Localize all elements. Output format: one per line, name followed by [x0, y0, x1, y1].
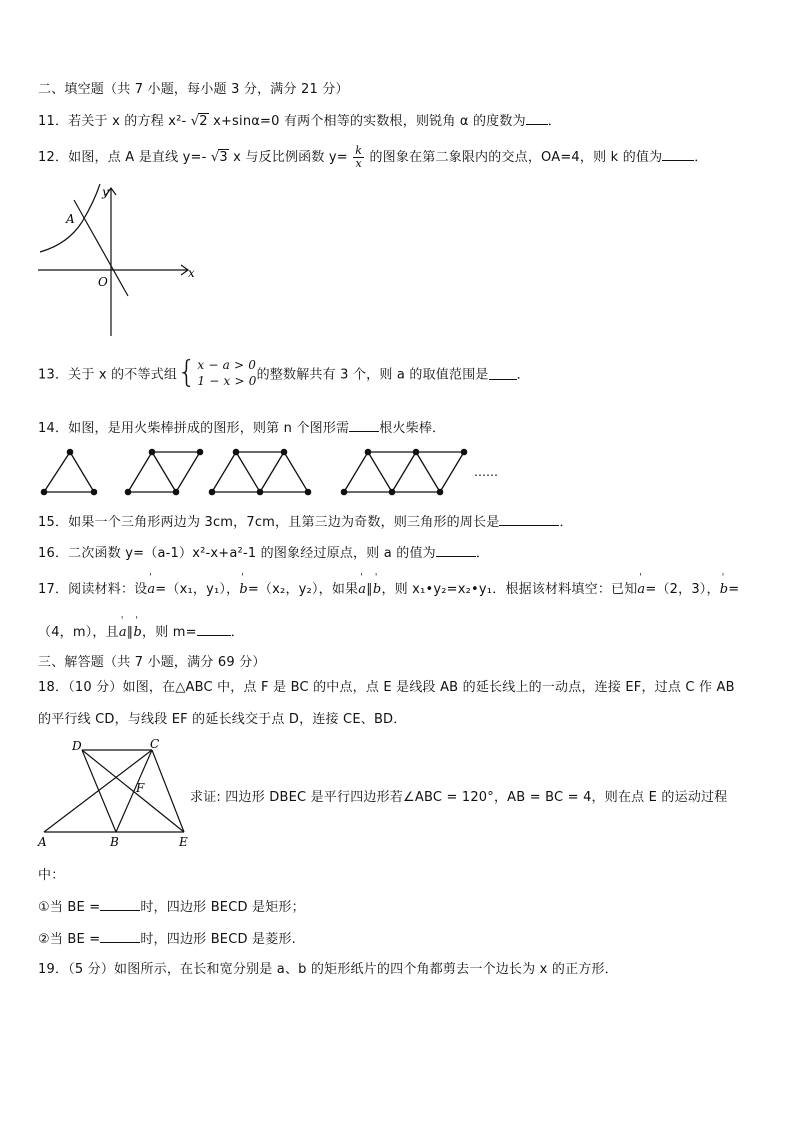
- q14-matchstick-figure: [38, 446, 518, 500]
- q12-frac-den: x: [355, 157, 362, 170]
- label-a: A: [38, 835, 47, 849]
- graph-label-a: A: [66, 212, 75, 226]
- q15-end: ．: [559, 515, 573, 530]
- question-18-item-1: [38, 896, 305, 915]
- q17-text-g: =: [728, 582, 740, 597]
- q12-suffix: 的图象在第二象限内的交点，OA=4，则 k 的值为: [365, 150, 663, 165]
- q16-prefix: 16．二次函数 y=（a-1）x²-x+a²-1 的图象经过原点，则 a 的值为: [38, 546, 436, 561]
- q12-radicand: 3: [219, 150, 228, 165]
- graph-label-o: O: [98, 275, 108, 289]
- q17-text-c: =（x₂，y₂），如果: [247, 582, 359, 597]
- question-16: [38, 542, 489, 561]
- q18-item1-suffix: 时，四边形 BECD 是矩形；: [140, 900, 305, 915]
- parallel-symbol: ∥: [366, 582, 373, 597]
- q11-end: ．: [547, 114, 561, 129]
- q18-item2-blank[interactable]: [100, 930, 140, 943]
- q16-answer-blank[interactable]: [436, 544, 476, 557]
- q12-answer-blank[interactable]: [662, 148, 694, 161]
- segment-bc: [116, 750, 152, 832]
- figure-3-triangles: [212, 452, 308, 492]
- vector-b: ' b: [720, 582, 729, 597]
- q11-suffix: x+sinα=0 有两个相等的实数根，则锐角 α 的度数为: [208, 114, 526, 129]
- q12-mid: x 与反比例函数 y=: [228, 150, 353, 165]
- vector-a: ' a: [147, 582, 155, 597]
- question-18-line-3: 中：: [38, 868, 65, 883]
- label-f: F: [136, 781, 145, 795]
- q15-prefix: 15．如果一个三角形两边为 3cm，7cm，且第三边为奇数，则三角形的周长是: [38, 515, 500, 530]
- q12-fraction: [353, 145, 364, 170]
- question-12: [38, 145, 708, 170]
- question-17-line-2: [38, 621, 244, 640]
- sqrt-icon: √: [190, 114, 200, 129]
- question-17-line-1: [38, 578, 739, 597]
- q18-item2-suffix: 时，四边形 BECD 是菱形.: [140, 932, 296, 947]
- q14-answer-blank[interactable]: [349, 419, 379, 432]
- question-18-item-2: [38, 928, 296, 947]
- q17-text-b: =（x₁，y₁），: [155, 582, 240, 597]
- q17-end: ．: [230, 625, 244, 640]
- q17-text-2c: ，则 m=: [142, 625, 197, 640]
- graph-label-x: x: [188, 266, 195, 280]
- label-d: D: [72, 739, 82, 753]
- question-18-side-text: 求证: 四边形 DBEC 是平行四边形若∠ABC = 120°，AB = BC = 4，则在点 E 的运动过程: [190, 790, 728, 805]
- q13-system: [197, 357, 256, 389]
- q13-suffix: 的整数解共有 3 个，则 a 的取值范围是: [256, 367, 489, 383]
- q17-text-e: ，则 x₁•y₂=x₂•y₁．根据该材料填空：已知: [381, 582, 638, 597]
- brace-icon: {: [177, 355, 197, 390]
- q11-prefix: 11．若关于 x 的方程 x²-: [38, 114, 191, 129]
- figure-1-nodes: [41, 449, 98, 496]
- q18-item1-prefix: ①当 BE =: [38, 900, 101, 915]
- q13-ineq-1: x − a > 0: [197, 358, 257, 372]
- q13-answer-blank[interactable]: [489, 367, 517, 380]
- question-15: [38, 511, 573, 530]
- q14-ellipsis: ……: [474, 465, 498, 479]
- graph-label-y: y: [102, 185, 109, 199]
- vector-b: ' b: [239, 582, 248, 597]
- question-18-line-2: 的平行线 CD，与线段 EF 的延长线交于点 D，连接 CE、BD．: [38, 712, 407, 727]
- question-11: [38, 110, 561, 129]
- figure-4-triangles: [344, 452, 464, 492]
- q12-frac-num: k: [355, 144, 363, 157]
- q14-prefix: 14．如图，是用火柴棒拼成的图形，则第 n 个图形需: [38, 421, 350, 436]
- q17-text-2a: （4，m），且: [38, 625, 119, 640]
- segment-db: [82, 750, 116, 832]
- vector-a: ' a: [119, 625, 127, 640]
- q18-geometry-figure: [36, 736, 192, 850]
- parallel-symbol: ∥: [126, 625, 134, 640]
- q11-answer-blank[interactable]: [526, 112, 548, 125]
- vector-b: ' b: [373, 582, 382, 597]
- q14-suffix: 根火柴棒．: [379, 421, 446, 436]
- label-b: B: [110, 835, 119, 849]
- section-3-title: 三、解答题（共 7 小题，满分 69 分）: [38, 655, 266, 670]
- figure-2-triangles: [128, 452, 200, 492]
- q13-ineq-2: 1 − x > 0: [197, 374, 257, 388]
- question-19: 19．（5 分）如图所示，在长和宽分别是 a、b 的矩形纸片的四个角都剪去一个边长为 x 的正方形．: [38, 962, 618, 977]
- q12-prefix: 12．如图，点 A 是直线 y=-: [38, 150, 211, 165]
- vector-a: ' a: [637, 582, 645, 597]
- figure-1-triangles: [44, 452, 94, 492]
- q13-prefix: 13．关于 x 的不等式组: [38, 367, 178, 383]
- sqrt-icon: √: [210, 150, 220, 165]
- vector-b: ' b: [134, 625, 143, 640]
- q17-text-f: =（2，3），: [645, 582, 720, 597]
- label-e: E: [179, 835, 188, 849]
- label-c: C: [150, 737, 160, 751]
- q15-answer-blank[interactable]: [499, 513, 559, 526]
- q18-item1-blank[interactable]: [100, 898, 140, 911]
- q12-graph-figure: [36, 180, 198, 338]
- question-13: [38, 357, 530, 397]
- q13-end: ．: [516, 367, 530, 383]
- q11-radicand: 2: [199, 114, 208, 129]
- q17-text-a: 17．阅读材料：设: [38, 582, 148, 597]
- q18-item2-prefix: ②当 BE =: [38, 932, 101, 947]
- vector-a: ' a: [358, 582, 366, 597]
- question-14: [38, 417, 445, 436]
- q16-end: ．: [475, 546, 490, 561]
- question-18-line-1: 18．（10 分）如图，在△ABC 中，点 F 是 BC 的中点，点 E 是线段 AB 的延长线上的一动点，连接 EF，过点 C 作 AB: [38, 680, 735, 695]
- q12-end: ．: [694, 150, 708, 165]
- section-2-title: 二、填空题（共 7 小题，每小题 3 分，满分 21 分）: [38, 82, 349, 97]
- q17-answer-blank[interactable]: [197, 623, 231, 636]
